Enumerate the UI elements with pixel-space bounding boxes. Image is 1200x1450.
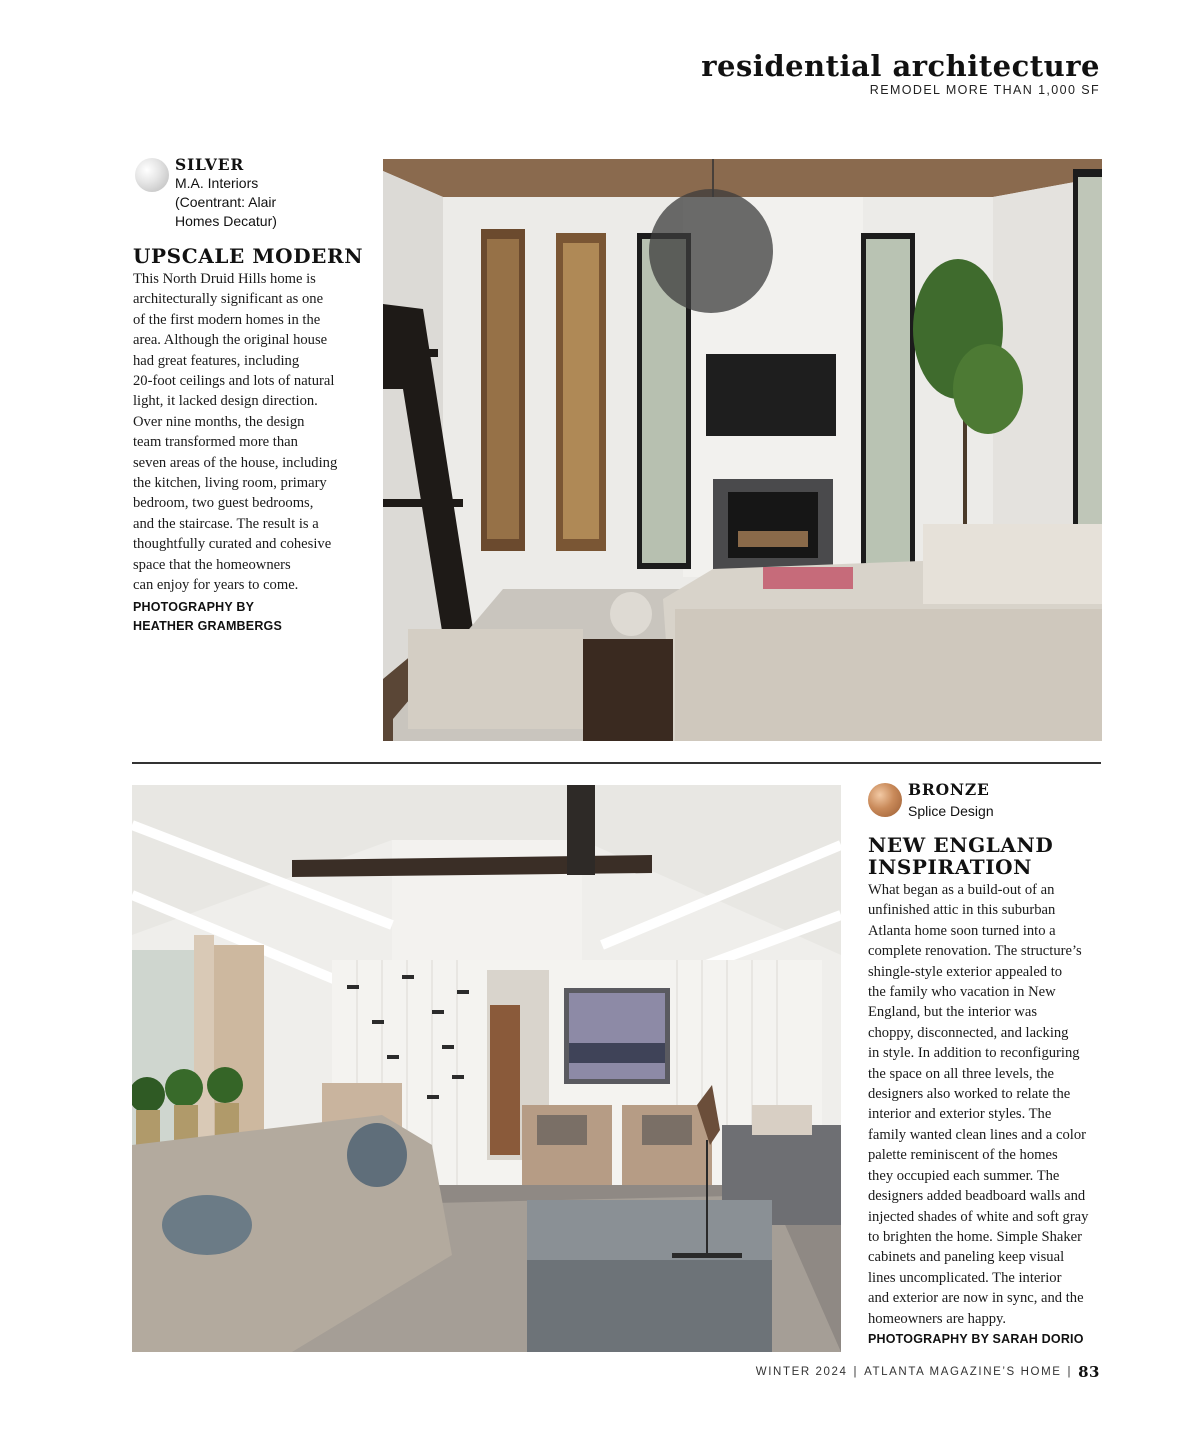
text-line: PHOTOGRAPHY BY (133, 600, 255, 614)
text-line: they occupied each summer. The (868, 1167, 1060, 1184)
text-line: This North Druid Hills home is (133, 271, 316, 287)
project-title-new-england-inspiration (868, 834, 1053, 878)
text-line: M.A. Interiors (175, 175, 259, 191)
text-line: thoughtfully curated and cohesive (133, 536, 332, 553)
award-silver (135, 156, 277, 231)
text-line: (Coentrant: Alair (175, 194, 277, 210)
text-line: can enjoy for years to come. (133, 577, 299, 594)
text-line: seven areas of the house, including (133, 454, 338, 471)
text-line: injected shades of white and soft gray (868, 1208, 1089, 1225)
text-line: family wanted clean lines and a color (868, 1126, 1087, 1143)
living-room-photo (383, 159, 1102, 741)
text-line: the family who vacation in New (868, 984, 1056, 1001)
text-line: architecturally significant as one (133, 291, 324, 308)
text-line: NEW ENGLAND (868, 833, 1054, 857)
project-title-upscale-modern (133, 245, 363, 267)
magazine-name: ATLANTA MAGAZINE’S HOME (864, 1366, 1062, 1378)
text-line: team transformed more than (133, 434, 298, 451)
footer-separator: | (853, 1366, 859, 1378)
text-line: to brighten the home. Simple Shaker (868, 1228, 1083, 1245)
text-line: of the first modern homes in the (133, 311, 321, 328)
text-line: Over nine months, the design (133, 413, 305, 430)
text-line: in style. In addition to reconfiguring (868, 1045, 1080, 1062)
issue-date: WINTER 2024 (755, 1366, 848, 1378)
text-line: Splice Design (908, 803, 994, 819)
silver-medal-icon (135, 158, 169, 192)
text-line: UPSCALE MODERN (133, 244, 364, 268)
award-level: BRONZE (908, 780, 990, 799)
text-line: What began as a build-out of an (868, 882, 1055, 898)
text-line: palette reminiscent of the homes (868, 1147, 1058, 1164)
text-line: HEATHER GRAMBERGS (133, 618, 283, 633)
text-line: designers added beadboard walls and (868, 1188, 1086, 1205)
page-number: 83 (1078, 1363, 1100, 1381)
text-line: PHOTOGRAPHY BY SARAH DORIO (868, 1332, 1084, 1346)
text-line: Homes Decatur) (175, 213, 277, 229)
bronze-medal-icon (868, 783, 902, 817)
project-description (133, 269, 373, 596)
award-level: SILVER (175, 155, 245, 174)
text-line: complete renovation. The structure’s (868, 943, 1082, 960)
text-line: the space on all three levels, the (868, 1065, 1054, 1082)
text-line: England, but the interior was (868, 1004, 1038, 1021)
text-line: interior and exterior styles. The (868, 1106, 1052, 1123)
section-divider (132, 762, 1101, 764)
award-firm (908, 802, 994, 821)
award-firm (175, 174, 277, 231)
photo-credit (868, 1330, 1084, 1349)
text-line: had great features, including (133, 352, 300, 369)
text-line: Atlanta home soon turned into a (868, 922, 1056, 939)
text-line: the kitchen, living room, primary (133, 475, 327, 492)
text-line: shingle-style exterior appealed to (868, 963, 1063, 980)
family-room-photo (132, 785, 841, 1352)
footer-separator: | (1067, 1366, 1073, 1378)
text-line: choppy, disconnected, and lacking (868, 1024, 1069, 1041)
text-line: 20-foot ceilings and lots of natural (133, 373, 335, 390)
page-footer (756, 1363, 1100, 1381)
text-line: homeowners are happy. (868, 1310, 1007, 1327)
project-description (868, 880, 1108, 1329)
text-line: unfinished attic in this suburban (868, 902, 1056, 919)
award-bronze (868, 781, 994, 821)
section-header (701, 50, 1100, 97)
photo-credit (133, 598, 282, 635)
text-line: bedroom, two guest bedrooms, (133, 495, 314, 512)
text-line: and the staircase. The result is a (133, 515, 319, 532)
text-line: space that the homeowners (133, 556, 291, 573)
section-title: residential architecture (701, 49, 1100, 83)
text-line: and exterior are now in sync, and the (868, 1290, 1084, 1307)
text-line: light, it lacked design direction. (133, 393, 318, 410)
text-line: area. Although the original house (133, 332, 328, 349)
text-line: lines uncomplicated. The interior (868, 1269, 1062, 1286)
section-subtitle: REMODEL MORE THAN 1,000 SF (869, 83, 1100, 97)
text-line: cabinets and paneling keep visual (868, 1249, 1065, 1266)
text-line: INSPIRATION (868, 855, 1033, 879)
text-line: designers also worked to relate the (868, 1086, 1071, 1103)
